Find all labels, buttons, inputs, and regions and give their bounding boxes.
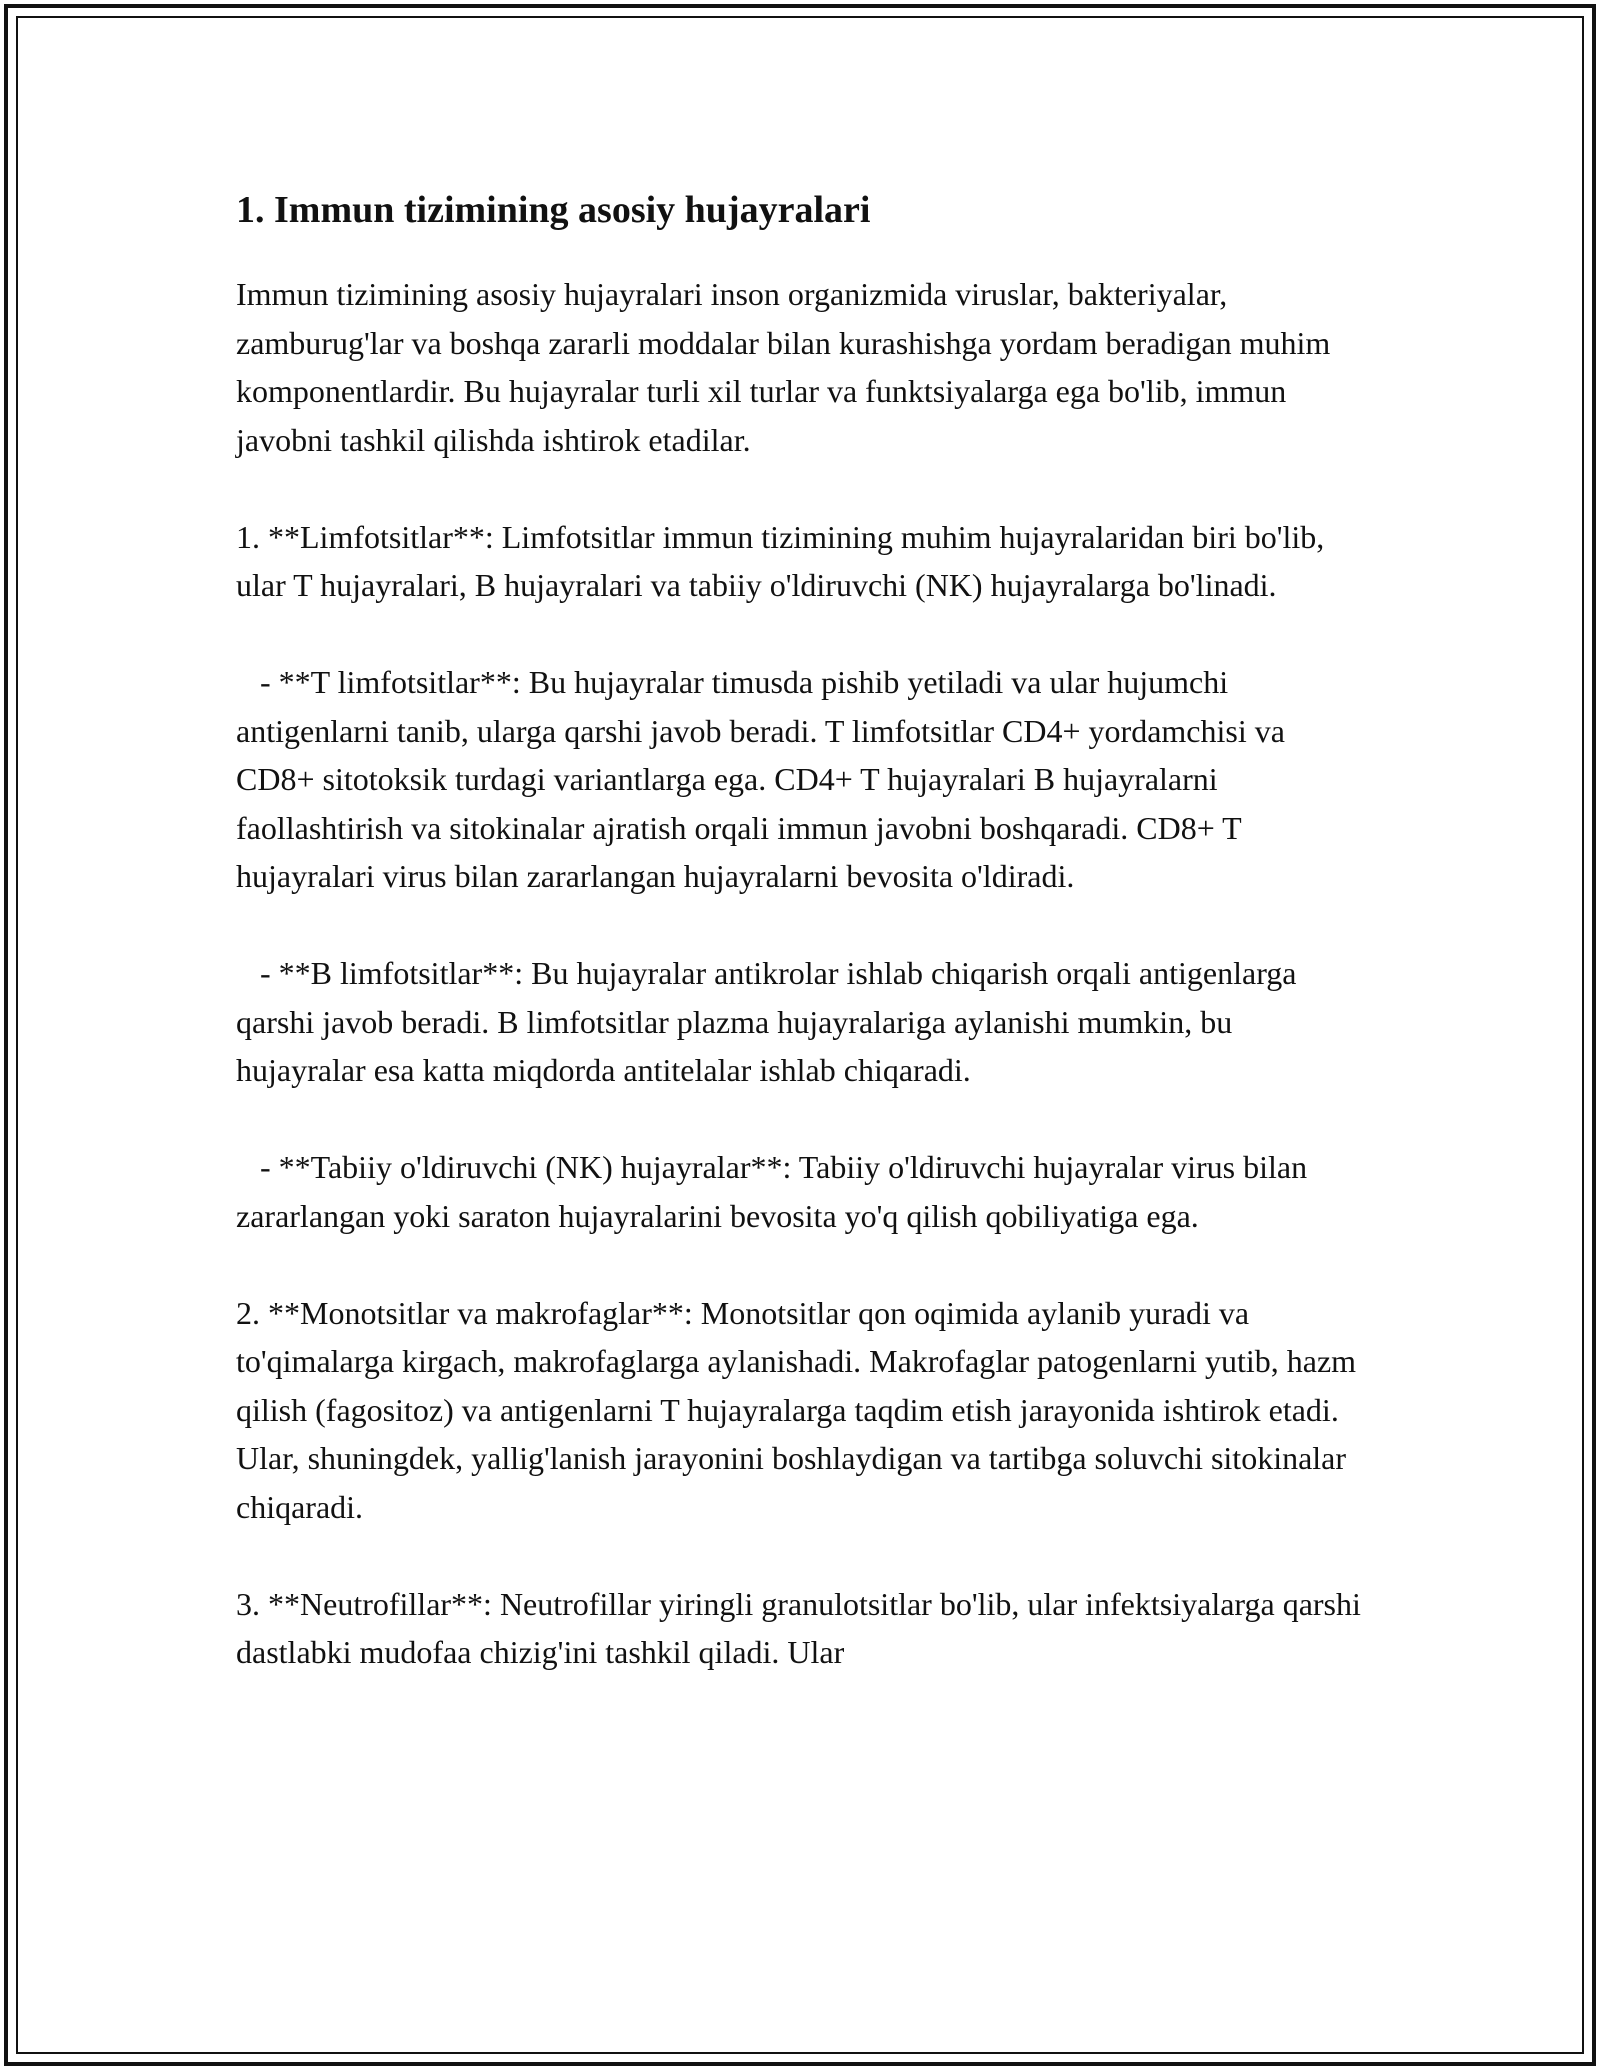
document-body bbox=[236, 186, 1369, 1677]
list-item-lymphocytes: 1. **Limfotsitlar**: Limfotsitlar immun tizimining muhim hujayralaridan biri bo'lib, ular T hujayralari, B hujayralari va tabiiy o'ldiruvchi (NK) hujayralarga bo'linadi. bbox=[236, 518, 1333, 603]
paragraph-spacer bbox=[236, 1531, 1366, 1580]
list-item-monocytes: 2. **Monotsitlar va makrofaglar**: Monotsitlar qon oqimida aylanib yuradi va to'qimalarga kirgach, makrofaglarga aylanishadi. Makrofaglar patogenlarni yutib, hazm qilish (fagositoz) va antigenlarni T hujayralarga taqdim etish jarayonida ishtirok etadi. Ular, shuningdek, yallig'lanish jarayonini boshlaydigan va tartibga soluvchi sitokinalar chiqaradi. bbox=[236, 1294, 1365, 1525]
sub-item-nk-cells: - **Tabiiy o'ldiruvchi (NK) hujayralar**: Tabiiy o'ldiruvchi hujayralar virus bilan zararlangan yoki saraton hujayralarini bevosita yo'q qilish qobiliyatiga ega. bbox=[236, 1149, 1316, 1234]
section-heading: 1. Immun tizimining asosiy hujayralari bbox=[236, 189, 871, 231]
sub-item-t-lymphocytes: - **T limfotsitlar**: Bu hujayralar timusda pishib yetiladi va ular hujumchi antigenlarni tanib, ularga qarshi javob beradi. T limfotsitlar CD4+ yordamchisi va CD8+ sitotoksik turdagi variantlarga ega. CD4+ T hujayralari B hujayralarni faollashtirish va sitokinalar ajratish orqali immun javobni boshqaradi. CD8+ T hujayralari virus bilan zararlangan hujayralarni bevosita o'ldiradi. bbox=[236, 664, 1293, 894]
paragraph-spacer bbox=[236, 610, 1366, 659]
paragraph-spacer bbox=[236, 1240, 1366, 1289]
paragraph-spacer bbox=[236, 1095, 1366, 1144]
paragraph-spacer bbox=[236, 464, 1366, 513]
paragraph-spacer bbox=[236, 901, 1366, 950]
list-item-neutrophils: 3. **Neutrofillar**: Neutrofillar yiringli granulotsitlar bo'lib, ular infektsiyalarga qarshi dastlabki mudofaa chizig'ini tashkil qiladi. Ular bbox=[236, 1585, 1369, 1670]
intro-paragraph: Immun tizimining asosiy hujayralari inson organizmida viruslar, bakteriyalar, zamburug'lar va boshqa zararli moddalar bilan kurashishga yordam beradigan muhim komponentlardir. Bu hujayralar turli xil turlar va funktsiyalarga ega bo'lib, immun javobni tashkil qilishda ishtirok etadilar. bbox=[236, 276, 1339, 458]
sub-item-b-lymphocytes: - **B limfotsitlar**: Bu hujayralar antikrolar ishlab chiqarish orqali antigenlarga qarshi javob beradi. B limfotsitlar plazma hujayralariga aylanishi mumkin, bu hujayralar esa katta miqdorda antitelalar ishlab chiqaradi. bbox=[236, 955, 1305, 1088]
